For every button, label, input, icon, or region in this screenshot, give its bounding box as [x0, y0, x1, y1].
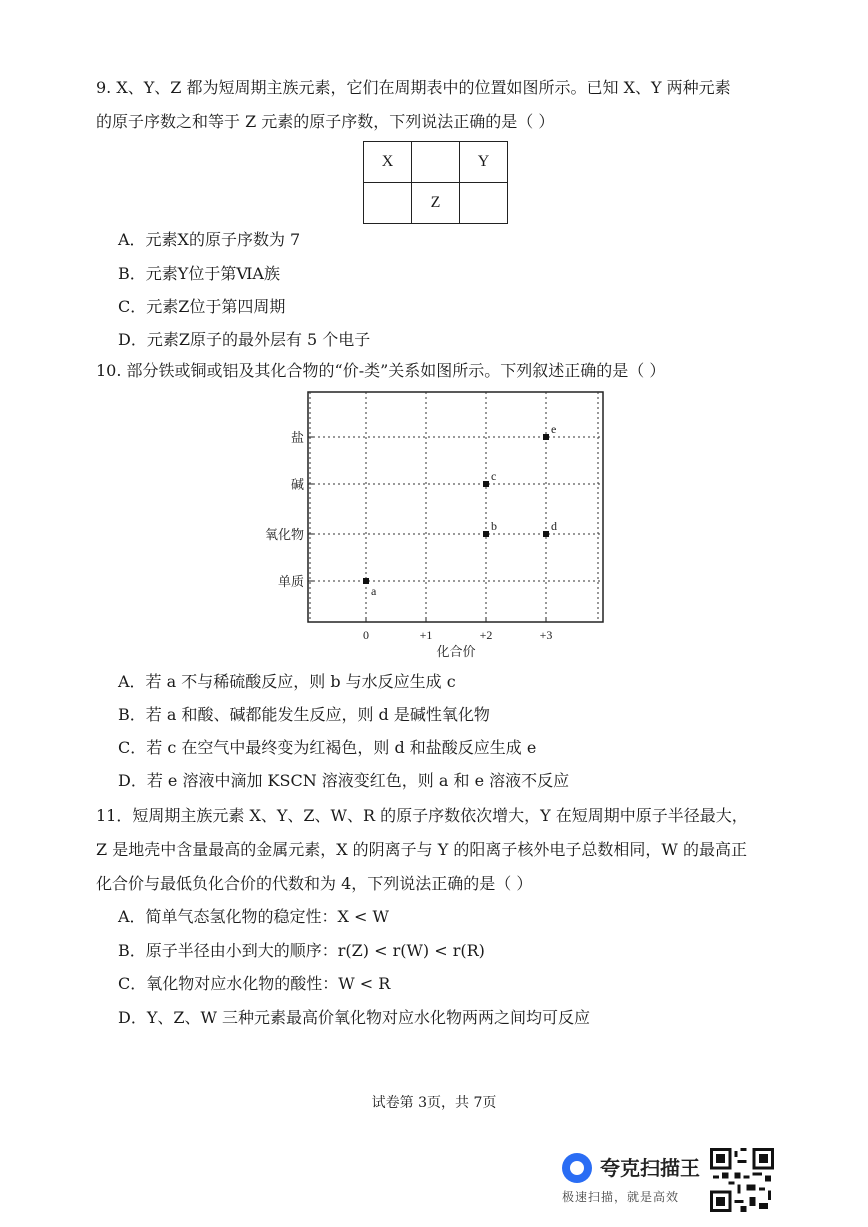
table-cell	[460, 183, 508, 224]
page-footer: 试卷第 3页，共 7页	[371, 1095, 497, 1111]
point-label-d: d	[551, 519, 557, 533]
q9-stem-line1: 9. X、Y、Z 都为短周期主族元素，它们在周期表中的位置如图所示。已知 X、Y 两种元素	[96, 78, 731, 97]
table-cell: Z	[412, 183, 460, 224]
table-cell: Y	[460, 142, 508, 183]
q11-stem-line2: Z 是地壳中含量最高的金属元素，X 的阴离子与 Y 的阳离子核外电子总数相同，W 的最高正	[96, 840, 747, 859]
q10-option-b: B．若 a 和酸、碱都能发生反应，则 d 是碱性氧化物	[118, 705, 490, 724]
table-cell	[412, 142, 460, 183]
data-point-d	[543, 531, 549, 537]
table-cell: X	[364, 142, 412, 183]
quark-logo-icon	[562, 1153, 592, 1183]
q11-stem-line1: 11．短周期主族元素 X、Y、Z、W、R 的原子序数依次增大，Y 在短周期中原子半径最大，	[96, 806, 748, 825]
y-tick-label: 盐	[290, 431, 304, 446]
q10-option-c: C．若 c 在空气中最终变为红褐色，则 d 和盐酸反应生成 e	[118, 738, 537, 757]
q11-option-a: A．简单气态氢化物的稳定性：X < W	[118, 907, 389, 926]
q9-stem-line2: 的原子序数之和等于 Z 元素的原子序数，下列说法正确的是（ ）	[96, 112, 555, 131]
data-point-e	[543, 434, 549, 440]
y-tick-label: 氧化物	[264, 528, 304, 543]
brand-slogan: 极速扫描，就是高效	[562, 1190, 680, 1204]
point-label-b: b	[491, 519, 497, 533]
q9-option-b: B．元素Y位于第ⅥA族	[118, 264, 280, 283]
point-label-c: c	[491, 469, 497, 483]
table-cell	[364, 183, 412, 224]
q9-option-d: D．元素Z原子的最外层有 5 个电子	[118, 330, 371, 349]
y-tick-label: 单质	[277, 575, 304, 590]
data-point-a	[363, 578, 369, 584]
x-tick-label: +1	[419, 628, 433, 642]
qr-code-icon	[710, 1148, 774, 1212]
data-point-b	[483, 531, 489, 537]
point-label-e: e	[551, 422, 557, 436]
q11-option-c: C．氧化物对应水化物的酸性：W < R	[118, 974, 391, 993]
brand-name: 夸克扫描王	[600, 1156, 700, 1180]
q10-option-a: A．若 a 不与稀硫酸反应，则 b 与水反应生成 c	[118, 672, 456, 691]
periodic-table-fragment	[363, 141, 508, 224]
chart-frame	[308, 392, 603, 622]
q9-option-c: C．元素Z位于第四周期	[118, 297, 286, 316]
q11-stem-line3: 化合价与最低负化合价的代数和为 4，下列说法正确的是（ ）	[96, 874, 533, 893]
q9-option-a: A．元素X的原子序数为 7	[118, 230, 301, 249]
x-tick-label: +3	[539, 628, 553, 642]
x-tick-label: 0	[363, 628, 369, 642]
data-point-c	[483, 481, 489, 487]
q11-option-b: B．原子半径由小到大的顺序：r(Z) < r(W) < r(R)	[118, 941, 485, 960]
q11-option-d: D．Y、Z、W 三种元素最高价氧化物对应水化物两两之间均可反应	[118, 1008, 591, 1027]
q10-stem-line1: 10. 部分铁或铜或铝及其化合物的“价-类”关系如图所示。下列叙述正确的是（ ）	[96, 361, 666, 380]
point-label-a: a	[371, 584, 377, 598]
x-axis-label: 化合价	[436, 645, 476, 660]
q10-option-d: D．若 e 溶液中滴加 KSCN 溶液变红色，则 a 和 e 溶液不反应	[118, 771, 570, 790]
valence-class-chart	[255, 385, 615, 660]
y-tick-label: 碱	[290, 478, 304, 493]
x-tick-label: +2	[479, 628, 493, 642]
